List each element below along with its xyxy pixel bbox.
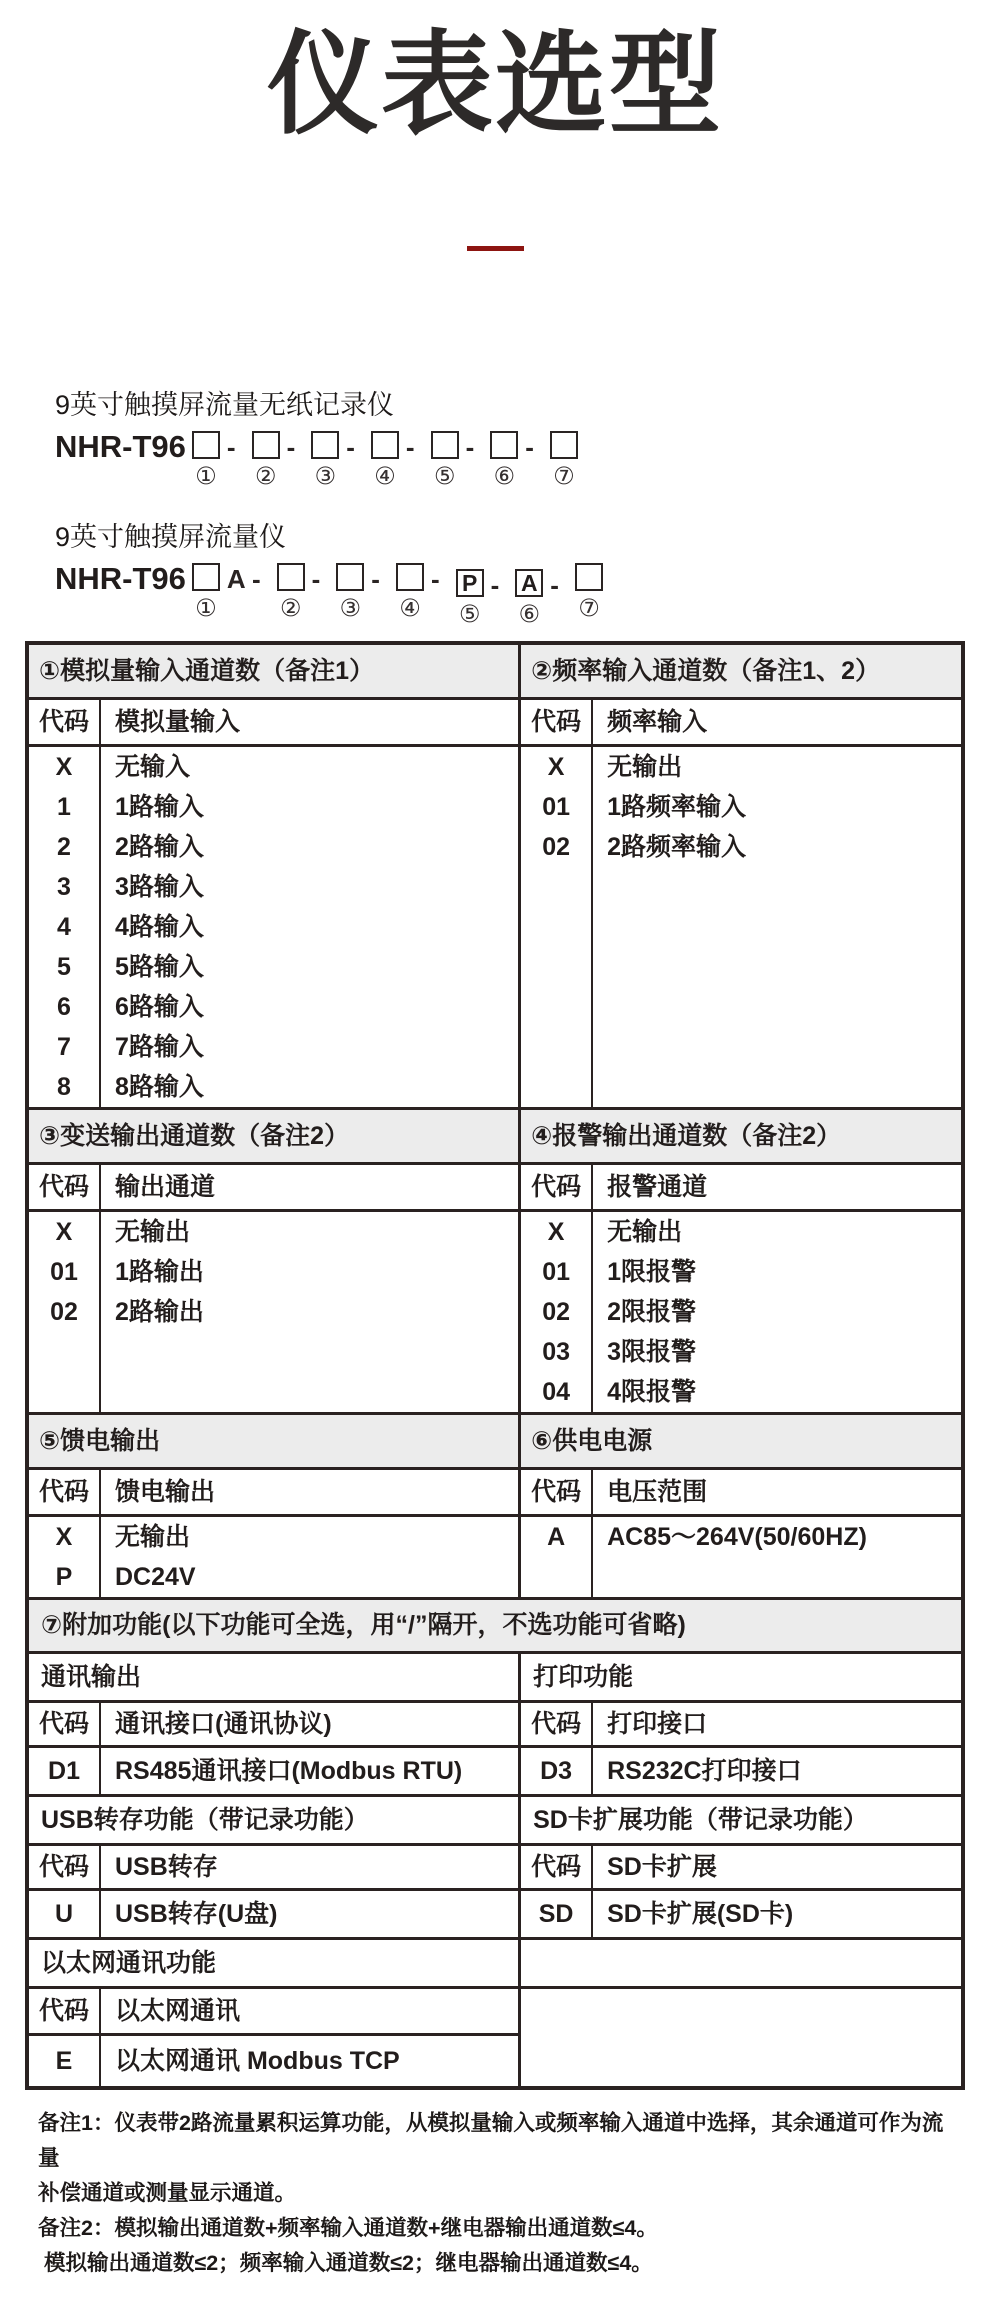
segment-number-circle: ⑤ — [458, 601, 481, 629]
comm-subheader-row — [29, 1703, 961, 1748]
comm-right-title: 打印功能 — [533, 1662, 634, 1691]
note-line-2: 补偿通道或测量显示通道。 — [38, 2180, 297, 2205]
label-header: 模拟量输入 — [115, 707, 241, 736]
section1-right-header: ②频率输入通道数（备注1、2） — [521, 645, 961, 697]
label-value: DC24V — [115, 1562, 196, 1591]
model-segment — [311, 431, 367, 490]
label-header: 以太网通讯 — [115, 1996, 241, 2025]
model-box — [396, 563, 424, 591]
section1-subheader-row — [29, 700, 961, 747]
label-cell — [101, 747, 518, 1107]
code-value: 2 — [57, 832, 71, 861]
model-box — [490, 431, 518, 459]
section1-header-row — [29, 645, 961, 700]
code-value: U — [29, 1891, 101, 1937]
code-value: 01 — [542, 792, 570, 821]
usbsd-subheader-row — [29, 1846, 961, 1891]
code-value: 1 — [57, 792, 71, 821]
segment-separator: - — [371, 563, 380, 594]
code-header: 代码 — [29, 1989, 101, 2033]
segment-number-circle: ⑤ — [433, 462, 456, 490]
code-header: 代码 — [29, 1470, 101, 1514]
sd-title: SD卡扩展功能（带记录功能） — [533, 1805, 868, 1834]
section1-left-header: ①模拟量输入通道数（备注1） — [29, 645, 521, 697]
model-segment — [396, 563, 452, 622]
segment-separator: - — [525, 431, 534, 462]
code-value: 7 — [57, 1032, 71, 1061]
label-cell — [101, 1517, 518, 1597]
accent-divider — [467, 246, 524, 251]
ethernet-data-row — [29, 2036, 518, 2086]
model-box: A — [515, 569, 543, 597]
code-value: 6 — [57, 992, 71, 1021]
label-cell — [593, 747, 961, 1107]
code-header: 代码 — [521, 1470, 593, 1514]
segment-number-circle: ⑥ — [493, 462, 516, 490]
page-title: 仪表选型 — [267, 22, 723, 147]
label-header: 打印接口 — [607, 1709, 708, 1738]
code-value: X — [55, 752, 73, 781]
model-segment — [192, 431, 248, 490]
segment-number-circle: ① — [195, 594, 217, 622]
code-cell — [521, 1517, 593, 1597]
segment-number-circle: ④ — [399, 594, 421, 622]
segment-separator: - — [286, 431, 296, 462]
footnotes — [38, 2106, 958, 2281]
label-value: 1路输入 — [115, 792, 204, 821]
label-header: 报警通道 — [607, 1172, 708, 1201]
section2-data-row — [29, 1212, 961, 1415]
label-value: SD卡扩展(SD卡) — [607, 1899, 794, 1928]
code-header: 代码 — [521, 700, 593, 744]
model-segment — [515, 569, 571, 628]
section2-right-header: ④报警输出通道数（备注2） — [521, 1110, 961, 1162]
label-value: 无输出 — [115, 1522, 191, 1551]
code-value: 8 — [57, 1072, 71, 1101]
code-value: A — [547, 1522, 566, 1551]
label-value: 2路输出 — [115, 1297, 204, 1326]
code-value: 3 — [57, 872, 71, 901]
section3-data-row — [29, 1517, 961, 1600]
code-header: 代码 — [29, 700, 101, 744]
label-value: 8路输入 — [115, 1072, 204, 1101]
segment-number-circle: ② — [279, 594, 302, 622]
segment-separator: - — [550, 570, 559, 601]
code-value: 02 — [542, 1297, 570, 1326]
code-cell — [29, 1212, 101, 1412]
code-value: 03 — [542, 1337, 570, 1366]
code-value: X — [547, 752, 565, 781]
usbsd-title-row — [29, 1797, 961, 1846]
empty-cell — [521, 1989, 961, 2086]
label-value: RS485通讯接口(Modbus RTU) — [115, 1756, 463, 1785]
segment-separator: - — [226, 431, 236, 462]
model-segment — [575, 563, 603, 622]
section3-left-header: ⑤馈电输出 — [29, 1415, 521, 1467]
model-segments — [192, 563, 607, 629]
label-value: 4路输入 — [115, 912, 204, 941]
section2-header-row — [29, 1110, 961, 1165]
usb-title: USB转存功能（带记录功能） — [29, 1797, 521, 1843]
segment-separator: - — [430, 563, 440, 594]
note-line-1: 备注1：仪表带2路流量累积运算功能，从模拟量输入或频率输入通道中选择，其余通道可作为流量 — [38, 2110, 944, 2170]
model-prefix: NHR-T96 — [55, 560, 186, 596]
label-header: 通讯接口(通讯协议) — [115, 1709, 332, 1738]
model-segment — [550, 431, 578, 490]
section3-subheader-row — [29, 1470, 961, 1517]
code-value: X — [55, 1522, 73, 1551]
code-value: E — [29, 2036, 101, 2086]
code-value: 02 — [542, 832, 570, 861]
comm-title-row — [29, 1654, 961, 1703]
code-header: 代码 — [521, 1165, 593, 1209]
model-code-line-flowmeter — [55, 560, 990, 629]
model-box — [336, 563, 364, 591]
ethernet-title: 以太网通讯功能 — [29, 1940, 521, 1986]
label-value: 6路输入 — [115, 992, 204, 1021]
label-value: 2路输入 — [115, 832, 204, 861]
code-value: 01 — [542, 1257, 570, 1286]
code-value: SD — [521, 1891, 593, 1937]
label-header: SD卡扩展 — [607, 1852, 717, 1881]
code-value: 02 — [50, 1297, 78, 1326]
segment-number-circle: ① — [195, 462, 217, 490]
section7-header-row — [29, 1600, 961, 1654]
model-segment — [252, 431, 308, 490]
label-value: 以太网通讯 Modbus TCP — [115, 2046, 400, 2075]
label-value: 1路输出 — [115, 1257, 204, 1286]
code-cell — [521, 747, 593, 1107]
code-header: 代码 — [29, 1846, 101, 1888]
model-segment — [277, 563, 333, 622]
label-value: 2限报警 — [607, 1297, 696, 1326]
code-value: 01 — [50, 1257, 78, 1286]
model-label-recorder: 9英寸触摸屏流量无纸记录仪 — [55, 389, 395, 420]
model-segment — [431, 431, 487, 490]
model-box — [575, 563, 603, 591]
comm-data-row — [29, 1748, 961, 1797]
note-line-3: 备注2：模拟输出通道数+频率输入通道数+继电器输出通道数≤4。 — [38, 2215, 658, 2240]
model-segment — [371, 431, 427, 490]
segment-separator: - — [405, 431, 415, 462]
label-value: 7路输入 — [115, 1032, 204, 1061]
label-value: 无输出 — [115, 1217, 191, 1246]
ethernet-title-row — [29, 1940, 961, 1989]
label-header: 频率输入 — [607, 707, 708, 736]
label-value: 无输出 — [607, 1217, 683, 1246]
segment-number-circle: ④ — [374, 462, 396, 490]
label-cell — [593, 1212, 961, 1412]
code-value: 5 — [57, 952, 71, 981]
model-box — [192, 431, 220, 459]
code-value: X — [547, 1217, 565, 1246]
code-cell — [29, 1517, 101, 1597]
segment-number-circle: ⑥ — [518, 601, 541, 629]
label-value: RS232C打印接口 — [607, 1756, 802, 1785]
code-value: X — [55, 1217, 73, 1246]
model-segment — [336, 563, 392, 622]
section1-data-row — [29, 747, 961, 1110]
code-value: 4 — [57, 912, 71, 941]
model-box — [371, 431, 399, 459]
segment-separator: - — [490, 570, 500, 601]
label-value: 1路频率输入 — [607, 792, 746, 821]
label-cell — [101, 1212, 518, 1412]
model-box — [550, 431, 578, 459]
usbsd-data-row — [29, 1891, 961, 1940]
section3-header-row — [29, 1415, 961, 1470]
label-value: 无输出 — [607, 752, 683, 781]
label-value: 5路输入 — [115, 952, 204, 981]
label-value: 2路频率输入 — [607, 832, 746, 861]
code-value: P — [55, 1562, 73, 1591]
label-value: USB转存(U盘) — [115, 1899, 278, 1928]
segment-number-circle: ③ — [314, 462, 336, 490]
model-box — [252, 431, 280, 459]
code-header: 代码 — [521, 1703, 593, 1745]
comm-left-title: 通讯输出 — [29, 1654, 521, 1700]
selection-table — [25, 641, 965, 2090]
model-segments — [192, 431, 582, 490]
code-cell — [29, 747, 101, 1107]
code-value: D1 — [29, 1748, 101, 1794]
code-value: 04 — [542, 1377, 570, 1406]
label-value: AC85～264V(50/60HZ) — [607, 1522, 867, 1551]
label-header: USB转存 — [115, 1852, 218, 1881]
segment-separator: - — [465, 431, 475, 462]
model-prefix: NHR-T96 — [55, 428, 186, 464]
model-box: P — [456, 569, 484, 597]
section7-header: ⑦附加功能(以下功能可全选，用“/”隔开，不选功能可省略) — [29, 1600, 961, 1651]
model-segment — [192, 563, 273, 622]
model-segment — [490, 431, 546, 490]
section2-left-header: ③变送输出通道数（备注2） — [29, 1110, 521, 1162]
model-segment — [456, 569, 512, 628]
segment-number-circle: ⑦ — [578, 594, 600, 622]
note-line-4: 模拟输出通道数≤2；频率输入通道数≤2；继电器输出通道数≤4。 — [44, 2250, 653, 2275]
label-value: 3限报警 — [607, 1337, 696, 1366]
label-header: 馈电输出 — [115, 1477, 216, 1506]
segment-separator: - — [346, 431, 355, 462]
model-code-diagrams — [55, 389, 990, 627]
model-box — [192, 563, 220, 591]
segment-number-circle: ② — [254, 462, 277, 490]
section3-right-header: ⑥供电电源 — [521, 1415, 961, 1467]
empty-cell — [521, 1940, 961, 1986]
segment-number-circle: ③ — [339, 594, 362, 622]
ethernet-data-rows — [29, 1989, 961, 2086]
code-header: 代码 — [521, 1846, 593, 1888]
label-header: 输出通道 — [115, 1172, 216, 1201]
label-header: 电压范围 — [607, 1477, 708, 1506]
code-header: 代码 — [29, 1703, 101, 1745]
code-header: 代码 — [29, 1165, 101, 1209]
label-value: 3路输入 — [115, 872, 204, 901]
model-box — [431, 431, 459, 459]
label-value: 4限报警 — [607, 1377, 696, 1406]
segment-number-circle: ⑦ — [553, 462, 575, 490]
section2-subheader-row — [29, 1165, 961, 1212]
segment-separator: A - — [226, 563, 261, 594]
model-box — [311, 431, 339, 459]
segment-separator: - — [311, 563, 321, 594]
model-box — [277, 563, 305, 591]
code-value: D3 — [521, 1748, 593, 1794]
code-cell — [521, 1212, 593, 1412]
model-label-flowmeter: 9英寸触摸屏流量仪 — [55, 521, 287, 552]
label-cell — [593, 1517, 961, 1597]
label-value: 1限报警 — [607, 1257, 696, 1286]
ethernet-subheader-row — [29, 1989, 518, 2036]
model-code-line-recorder — [55, 428, 990, 495]
label-value: 无输入 — [115, 752, 191, 781]
